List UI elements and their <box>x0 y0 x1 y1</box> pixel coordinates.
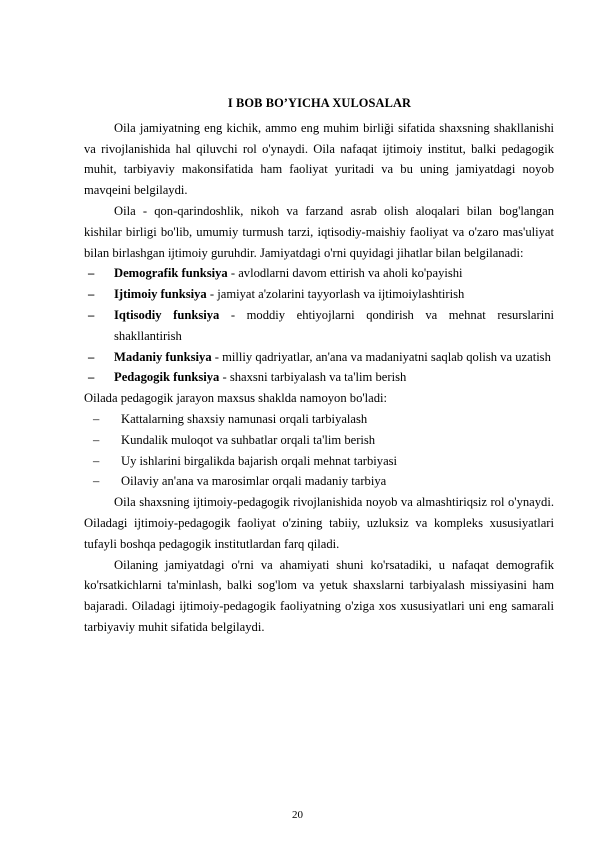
list-item <box>84 430 554 451</box>
form-text: Kattalarning shaxsiy namunasi orqali tarbiyalash <box>121 411 368 426</box>
function-term: Madaniy funksiya <box>114 349 212 364</box>
list-item <box>84 347 554 368</box>
form-text: Oilaviy an'ana va marosimlar orqali madaniy tarbiya <box>121 474 387 489</box>
dash-bullet: – <box>88 266 95 281</box>
dash-bullet: – <box>88 349 95 364</box>
function-desc: - milliy qadriyatlar, an'ana va madaniyatni saqlab qolish va uzatish <box>211 349 551 364</box>
list-item <box>84 451 554 472</box>
paragraph-intro: Oila jamiyatning eng kichik, ammo eng muhim birliği sifatida shaxsning shakllanishi va rivojlanishida hal qiluvchi rol o'ynaydi. Oila nafaqat ijtimoiy institut, balki pedagogik muhit, tarbiyaviy makonsifatida ham faoliyat yuritadi va bu uning jamiyatdagi noyob mavqeini belgilaydi. <box>84 120 554 198</box>
list-item <box>84 263 554 284</box>
list-item <box>84 409 554 430</box>
function-desc: - avlodlarni davom ettirish va aholi ko'payishi <box>227 266 463 281</box>
function-desc: - jamiyat a'zolarini tayyorlash va ijtimoiylashtirish <box>206 287 465 302</box>
page-number: 20 <box>292 809 303 821</box>
list-item <box>84 471 554 492</box>
paragraph-definition: Oila - qon-qarindoshlik, nikoh va farzand asrab olish aloqalari bilan bog'langan kishilar birligi bo'lib, umumiy turmush tarzi, iqtisodiy-maishiy faoliyat va o'zaro mas'uliyat bilan birlashgan ijtimoiy guruhdir. Jamiyatdagi o'rni quyidagi jihatlar bilan belgilanadi: <box>84 203 554 260</box>
function-desc: - moddiy ehtiyojlarni qondirish va mehnat resurslarini shakllantirish <box>114 307 554 343</box>
function-term: Demografik funksiya <box>114 266 228 281</box>
section-title: I BOB BO’YICHA XULOSALAR <box>227 96 412 110</box>
dash-bullet: – <box>88 370 95 385</box>
dash-bullet: – <box>93 453 100 468</box>
functions-list <box>84 263 554 388</box>
form-text: Kundalik muloqot va suhbatlar orqali ta'lim berish <box>121 432 376 447</box>
paragraph-process: Oilada pedagogik jarayon maxsus shaklda namoyon bo'ladi: <box>84 391 388 406</box>
forms-list <box>84 409 554 492</box>
list-item <box>84 284 554 305</box>
dash-bullet: – <box>88 307 95 322</box>
dash-bullet: – <box>93 474 100 489</box>
paragraph-role: Oila shaxsning ijtimoiy-pedagogik rivojlanishida noyob va almashtiriqsiz rol o'ynaydi. Oiladagi ijtimoiy-pedagogik faoliyat o'zining tabiiy, uzluksiz va kompleks xususiyatlari tufayli boshqa pedagogik institutlardan farq qiladi. <box>84 495 554 551</box>
form-text: Uy ishlarini birgalikda bajarish orqali mehnat tarbiyasi <box>121 453 398 468</box>
list-item <box>84 305 554 347</box>
function-term: Ijtimoiy funksiya <box>114 287 207 302</box>
dash-bullet: – <box>93 411 100 426</box>
function-term: Pedagogik funksiya <box>114 370 220 385</box>
document-page <box>84 89 554 638</box>
dash-bullet: – <box>88 287 95 302</box>
paragraph-conclusion: Oilaning jamiyatdagi o'rni va ahamiyati shuni ko'rsatadiki, u nafaqat demografik ko'rsatkichlarni ta'minlash, balki sog'lom va yetuk shaxslarni tarbiyalash missiyasini ham bajaradi. Oiladagi ijtimoiy-pedagogik faoliyatning o'ziga xos xususiyatlari uni eng samarali tarbiyaviy muhit sifatida belgilaydi. <box>84 557 554 634</box>
list-item <box>84 367 554 388</box>
dash-bullet: – <box>93 432 100 447</box>
function-desc: - shaxsni tarbiyalash va ta'lim berish <box>219 370 407 385</box>
function-term: Iqtisodiy funksiya <box>114 307 220 322</box>
